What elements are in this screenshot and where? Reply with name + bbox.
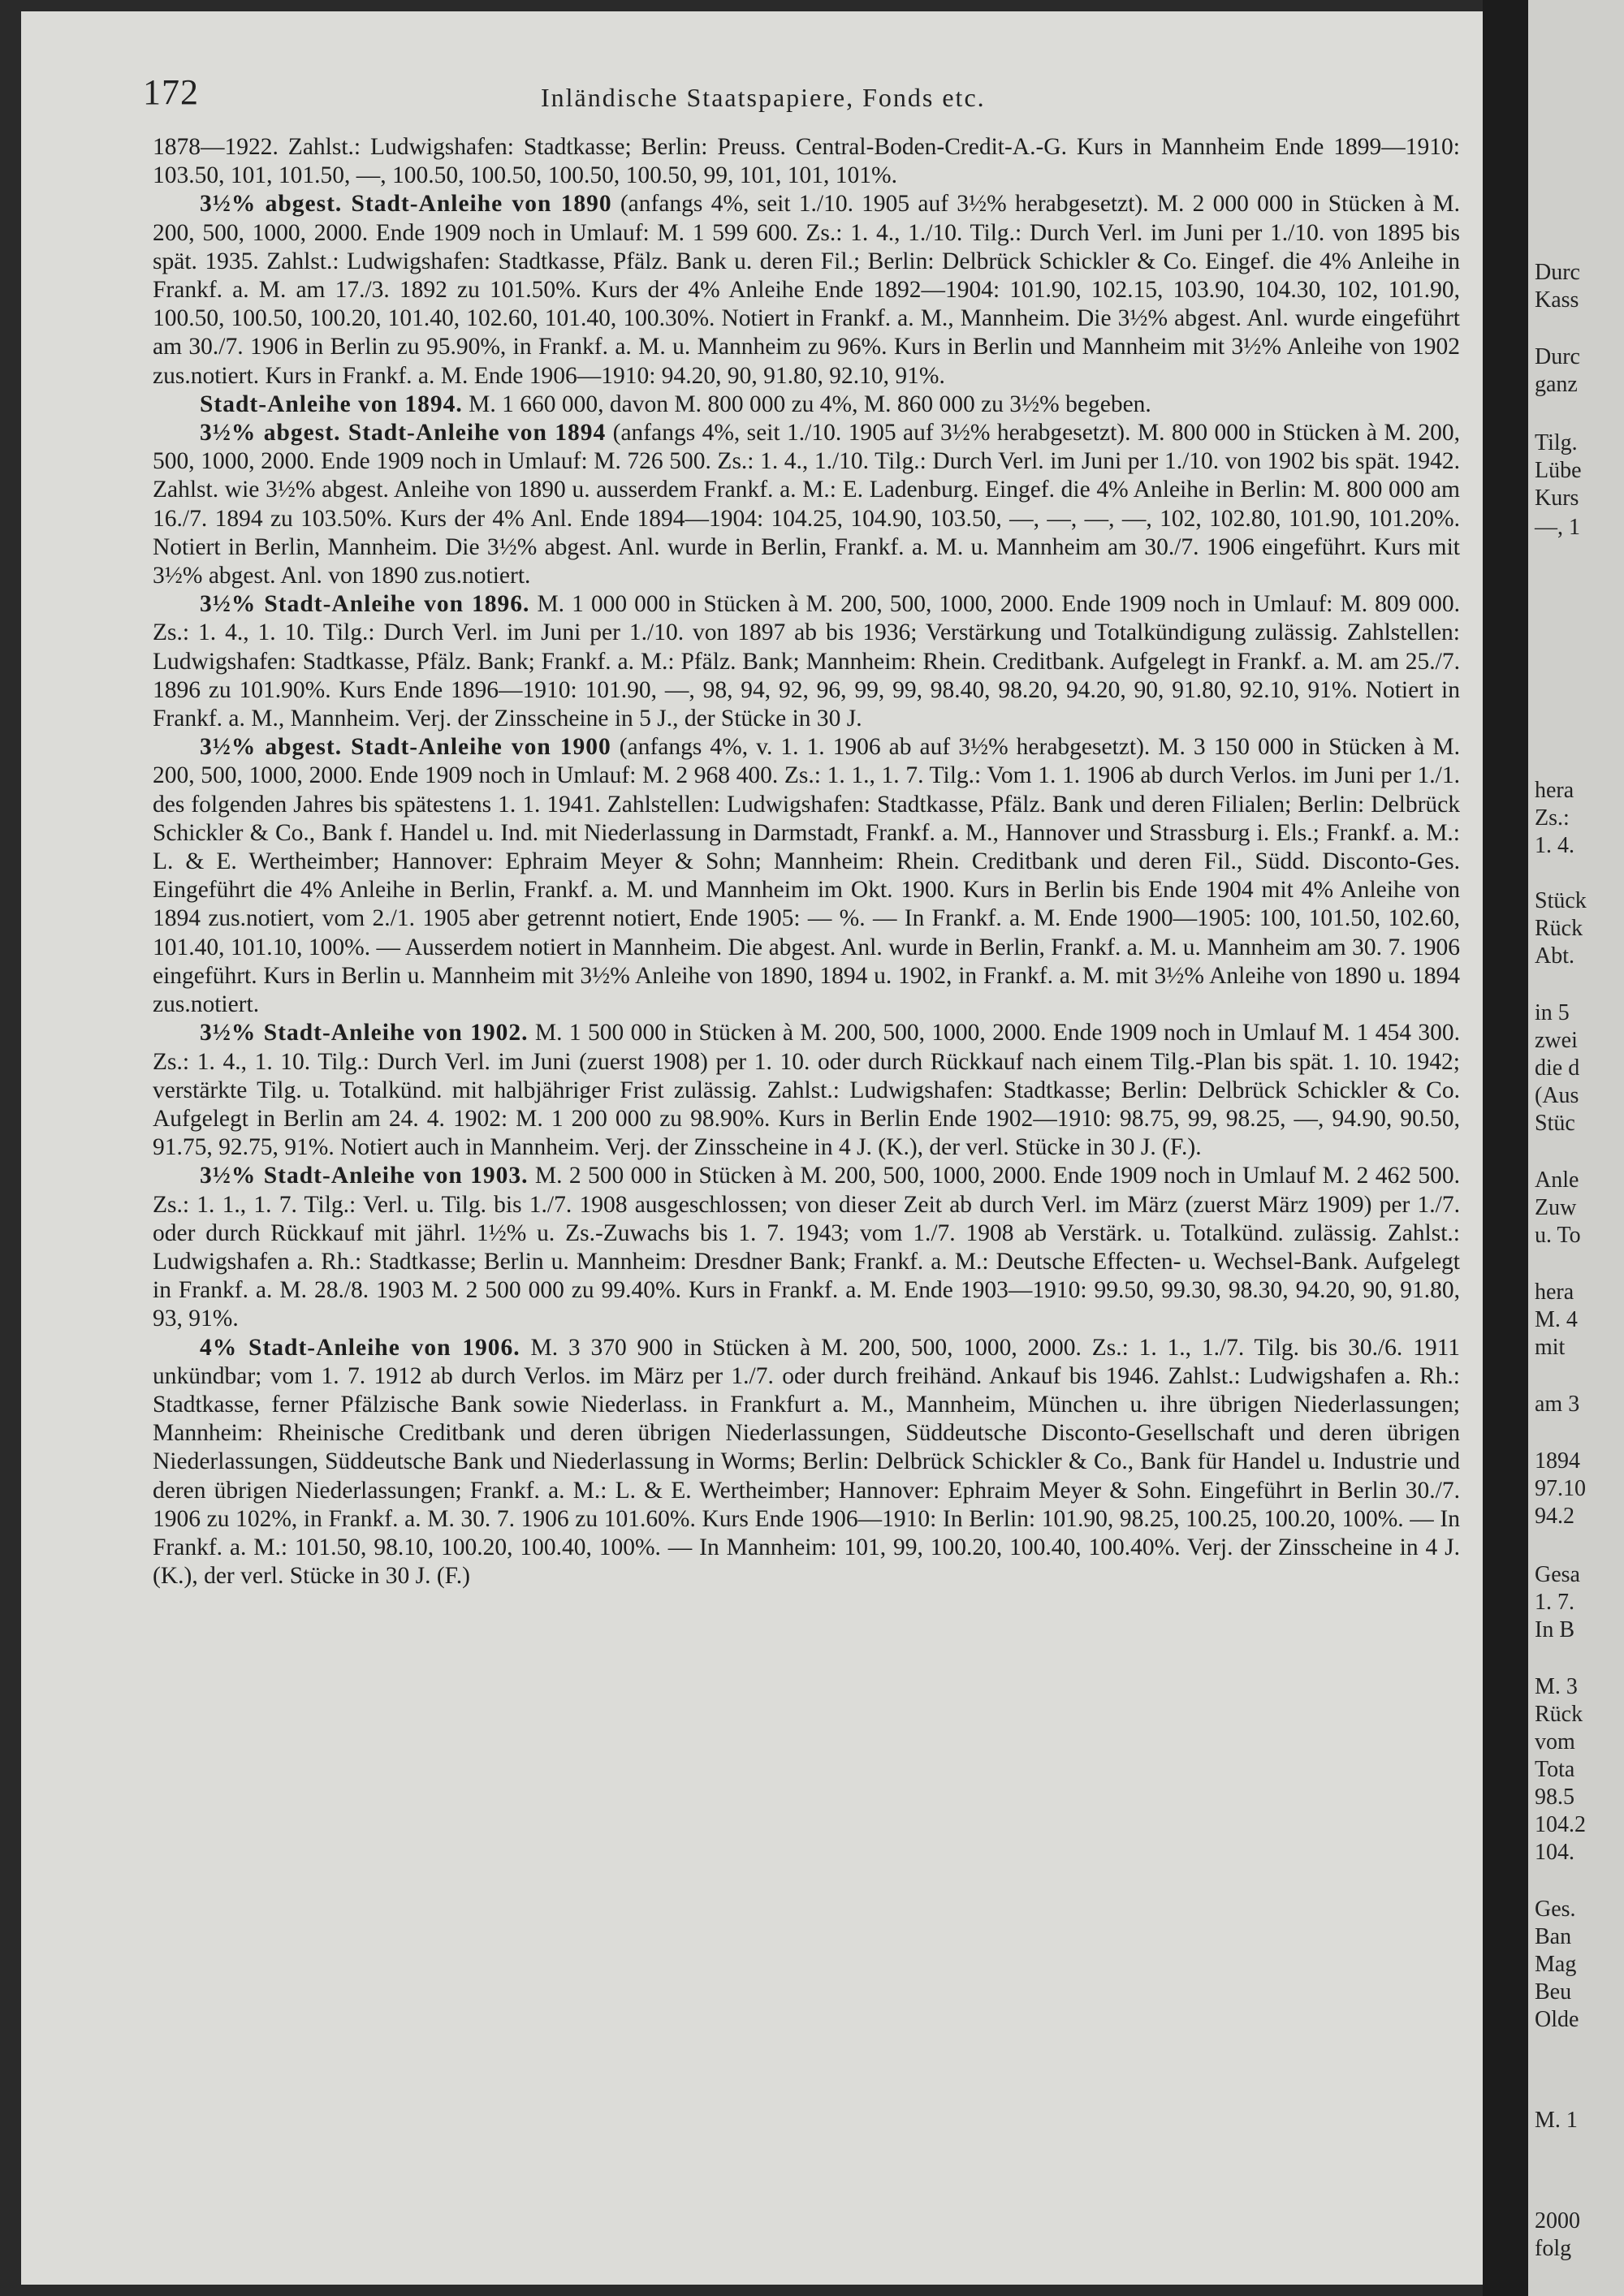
facing-fragment: Tota	[1535, 1757, 1575, 1782]
entry-text: M. 2 500 000 in Stücken à M. 200, 500, 1000, 2000. Ende 1909 noch in Umlauf M. 2 462 500. Zs.: 1. 1., 1. 7. Tilg.: Verl. u. Tilg. bis 1./7. 1908 ausgeschlossen; von dieser Zeit ab durch Verl. im März (zuerst März 1909) per 1./7. oder durch Rückkauf mit jährl. 1½% u. Zs.-Zuwachs bis 1. 7. 1943; vom 1./7. 1908 ab Verstärk. u. Totalkünd. zulässig. Zahlst.: Ludwigshafen a. Rh.: Stadtkasse; Berlin u. Mannheim: Dresdner Bank; Frankf. a. M.: Deutsche Effecten- u. Wechsel-Bank. Aufgelegt in Frankf. a. M. 28./8. 1903 M. 2 500 000 zu 99.40%. Kurs in Frankf. a. M. Ende 1903—1910: 99.50, 99.30, 98.30, 94.20, 90, 91.80, 93, 91%.	[153, 1163, 1460, 1332]
entry-heading: 3½% Stadt-Anleihe von 1903.	[200, 1163, 529, 1189]
entry-heading: 3½% abgest. Stadt-Anleihe von 1900	[200, 734, 611, 761]
facing-fragment: die d	[1535, 1055, 1580, 1081]
page-body	[153, 133, 1460, 1590]
facing-fragment: 104.2	[1535, 1812, 1586, 1837]
facing-fragment: ganz	[1535, 372, 1578, 397]
entry-continuation: 1878—1922. Zahlst.: Ludwigshafen: Stadtkasse; Berlin: Preuss. Central-Boden-Credit-A.-G. Kurs in Mannheim Ende 1899—1910: 103.50, 101, 101.50, —, 100.50, 100.50, 100.50, 100.50, 99, 101, 101, 101%.	[153, 134, 1460, 189]
running-title: Inländische Staatspapiere, Fonds etc.	[541, 83, 986, 112]
facing-fragment: Rück	[1535, 1702, 1583, 1727]
facing-fragment: am 3	[1535, 1392, 1580, 1417]
facing-fragment: folg	[1535, 2236, 1572, 2261]
facing-fragment: Durc	[1535, 344, 1580, 369]
facing-fragment: mit	[1535, 1335, 1566, 1360]
entry-text: M. 1 500 000 in Stücken à M. 200, 500, 1000, 2000. Ende 1909 noch in Umlauf M. 1 454 300. Zs.: 1. 4., 1. 10. Tilg.: Durch Verl. im Juni (zuerst 1908) per 1. 10. oder durch Rückkauf nach einem Tilg.-Plan bis spät. 1. 10. 1942; verstärkte Tilg. u. Totalkünd. mit halbjähriger Frist zulässig. Zahlst.: Ludwigshafen: Stadtkasse; Berlin: Delbrück Schickler & Co. Aufgelegt in Berlin am 24. 4. 1902: M. 1 200 000 zu 98.90%. Kurs in Berlin Ende 1902—1910: 98.75, 99, 98.25, —, 94.90, 90.50, 91.75, 92.75, 91%. Notiert auch in Mannheim. Verj. der Zinsscheine in 4 J. (K.), der verl. Stücke in 30 J. (F.).	[153, 1020, 1460, 1161]
page-number: 172	[143, 72, 199, 112]
facing-fragment: zwei	[1535, 1028, 1578, 1053]
entry-1894-abgest	[153, 419, 1460, 590]
facing-fragment: Olde	[1535, 2007, 1579, 2032]
facing-fragment: vom	[1535, 1729, 1575, 1754]
entry-1902	[153, 1019, 1460, 1162]
facing-fragment: M. 3	[1535, 1674, 1578, 1699]
entry-1900-abgest	[153, 733, 1460, 1019]
book-gutter	[1483, 0, 1528, 2296]
facing-fragment: 104.	[1535, 1840, 1574, 1865]
entry-1903	[153, 1162, 1460, 1333]
facing-fragment: hera	[1535, 1280, 1574, 1305]
book-page	[21, 11, 1483, 2285]
facing-fragment: in 5	[1535, 1000, 1570, 1025]
entry-1906	[153, 1334, 1460, 1591]
facing-fragment: Beu	[1535, 1979, 1572, 2005]
facing-fragment: Lübe	[1535, 458, 1582, 483]
facing-fragment: Gesa	[1535, 1562, 1580, 1587]
facing-fragment: 2000	[1535, 2208, 1580, 2233]
facing-fragment: 98.5	[1535, 1785, 1574, 1810]
entry-heading: 4% Stadt-Anleihe von 1906.	[200, 1334, 520, 1361]
entry-text: M. 1 000 000 in Stücken à M. 200, 500, 1000, 2000. Ende 1909 noch in Umlauf: M. 809 000. Zs.: 1. 4., 1. 10. Tilg.: Durch Verl. im Juni per 1./10. von 1897 ab bis 1936; Verstärkung und Totalkündigung zulässig. Zahlstellen: Ludwigshafen: Stadtkasse, Pfälz. Bank; Frankf. a. M.: Pfälz. Bank; Mannheim: Rhein. Creditbank. Aufgelegt in Frankf. a. M. am 25./7. 1896 zu 101.90%. Kurs Ende 1896—1910: 101.90, —, 98, 94, 92, 96, 99, 99, 98.40, 98.20, 94.20, 90, 91.80, 92.10, 91%. Notiert in Frankf. a. M., Mannheim. Verj. der Zinsscheine in 5 J., der Stücke in 30 J.	[153, 591, 1460, 732]
facing-fragment: 1. 4.	[1535, 833, 1574, 858]
entry-heading: 3½% Stadt-Anleihe von 1896.	[200, 591, 530, 618]
entry-text: M. 3 370 900 in Stücken à M. 200, 500, 1000, 2000. Zs.: 1. 1., 1./7. Tilg. bis 30./6. 1911 unkündbar; vom 1. 7. 1912 ab durch Verlos. im März per 1./7. oder durch freihänd. Ankauf bis 1946. Zahlst.: Ludwigshafen a. Rh.: Stadtkasse, ferner Pfälzische Bank sowie Niederlass. in Frankfurt a. M., Mannheim, München u. ihre übrigen Niederlassungen; Mannheim: Rheinische Creditbank und deren übrigen Niederlassungen, Süddeutsche Disconto-Gesellschaft und deren übrigen Niederlassungen, Süddeutsche Bank und Niederlassung in Worms; Berlin: Delbrück Schickler & Co., Bank für Handel u. Industrie und deren übrigen Niederlassungen; Frankf. a. M.: L. & E. Wertheimber; Hannover: Ephraim Meyer & Sohn. Eingeführt in Berlin 30./7. 1906 zu 102%, in Frankf. a. M. 30. 7. 1906 zu 101.60%. Kurs Ende 1906—1910: In Berlin: 101.90, 98.25, 100.25, 100.20, 100%. — In Frankf. a. M.: 101.50, 98.10, 100.20, 100.40, 100%. — In Mannheim: 101, 99, 100.20, 100.40, 100.40%. Verj. der Zinsscheine in 4 J. (K.), der verl. Stücke in 30 J. (F.)	[153, 1334, 1460, 1590]
entry-heading: 3½% abgest. Stadt-Anleihe von 1894	[200, 420, 607, 447]
facing-fragment: Anle	[1535, 1167, 1579, 1193]
entry-1896	[153, 590, 1460, 733]
facing-fragment: Durc	[1535, 260, 1580, 285]
entry-heading: 3½% abgest. Stadt-Anleihe von 1890	[200, 191, 612, 218]
entry-heading: Stadt-Anleihe von 1894.	[200, 391, 463, 417]
facing-fragment: —, 1	[1535, 515, 1580, 540]
facing-fragment: Rück	[1535, 916, 1583, 941]
facing-fragment: (Aus	[1535, 1083, 1579, 1108]
entry-text: M. 1 660 000, davon M. 800 000 zu 4%, M. 860 000 zu 3½% begeben.	[462, 391, 1151, 417]
entry-1894	[153, 391, 1460, 419]
facing-fragment: M. 1	[1535, 2108, 1578, 2133]
entry-1890-abgest	[153, 190, 1460, 390]
facing-fragment: 97.10	[1535, 1476, 1586, 1501]
facing-fragment: Kass	[1535, 287, 1579, 313]
facing-fragment: Tilg.	[1535, 430, 1578, 455]
facing-fragment: Mag	[1535, 1952, 1577, 1977]
entry-heading: 3½% Stadt-Anleihe von 1902.	[200, 1020, 529, 1047]
entry-text: (anfangs 4%, seit 1./10. 1905 auf 3½% herabgesetzt). M. 800 000 in Stücken à M. 200, 500, 1000, 2000. Ende 1909 noch in Umlauf: M. 726 500. Zs.: 1. 4., 1./10. Tilg.: Durch Verl. im Juni per 1./10. von 1902 bis spät. 1942. Zahlst. wie 3½% abgest. Anleihe von 1890 u. ausserdem Frankf. a. M.: E. Ladenburg. Eingef. die 4% Anleihe in Berlin: M. 800 000 am 16./7. 1894 zu 103.50%. Kurs der 4% Anl. Ende 1894—1904: 104.25, 104.90, 103.50, —, —, —, —, 102, 102.80, 101.90, 101.20%. Notiert in Berlin, Mannheim. Die 3½% abgest. Anl. wurde in Berlin, Frankf. a. M. u. Mannheim am 30./7. 1906 eingeführt. Kurs mit 3½% abgest. Anl. von 1890 zus.notiert.	[153, 420, 1460, 589]
entry-text: (anfangs 4%, v. 1. 1. 1906 ab auf 3½% herabgesetzt). M. 3 150 000 in Stücken à M. 200, 500, 1000, 2000. Ende 1909 noch in Umlauf: M. 2 968 400. Zs.: 1. 1., 1. 7. Tilg.: Vom 1. 1. 1906 ab durch Verlos. im Juni per 1./1. des folgenden Jahres bis spätestens 1. 1. 1941. Zahlstellen: Ludwigshafen: Stadtkasse, Pfälz. Bank und deren Filialen; Berlin: Delbrück Schickler & Co., Bank f. Handel u. Ind. mit Niederlassung in Darmstadt, Frankf. a. M., Hannover und Strassburg i. Els.; Frankf. a. M.: L. & E. Wertheimber; Hannover: Ephraim Meyer & Sohn; Mannheim: Rhein. Creditbank und deren Fil., Südd. Disconto-Ges. Eingeführt die 4% Anleihe in Berlin, Frankf. a. M. und Mannheim im Okt. 1900. Kurs in Berlin bis Ende 1904 mit 4% Anleihe von 1894 zus.notiert, vom 2./1. 1905 aber getrennt notiert, Ende 1905: — %. — In Frankf. a. M. Ende 1900—1905: 100, 101.50, 102.60, 101.40, 101.10, 100%. — Ausserdem notiert in Mannheim. Die abgest. Anl. wurde in Berlin, Frankf. a. M. u. Mannheim am 30. 7. 1906 eingeführt. Kurs in Berlin u. Mannheim mit 3½% Anleihe von 1890, 1894 u. 1902, in Frankf. a. M. mit 3½% Anleihe von 1890 u. 1894 zus.notiert.	[153, 734, 1460, 1018]
facing-fragment: Abt.	[1535, 943, 1574, 969]
facing-fragment: Zs.:	[1535, 805, 1570, 831]
facing-fragment: Ban	[1535, 1924, 1572, 1949]
facing-fragment: Ges.	[1535, 1897, 1576, 1922]
facing-fragment: Stüc	[1535, 1111, 1575, 1136]
facing-fragment: u. To	[1535, 1223, 1581, 1248]
facing-fragment: In B	[1535, 1617, 1574, 1642]
entry-text: (anfangs 4%, seit 1./10. 1905 auf 3½% herabgesetzt). M. 2 000 000 in Stücken à M. 200, 500, 1000, 2000. Ende 1909 noch in Umlauf: M. 1 599 600. Zs.: 1. 4., 1./10. Tilg.: Durch Verl. im Juni per 1./10. von 1895 bis spät. 1935. Zahlst.: Ludwigshafen: Stadtkasse, Pfälz. Bank u. deren Fil.; Berlin: Delbrück Schickler & Co. Eingef. die 4% Anleihe in Frankf. a. M. am 17./3. 1892 zu 101.50%. Kurs der 4% Anleihe Ende 1892—1904: 101.90, 102.15, 103.90, 104.30, 102, 101.90, 100.50, 100.50, 100.20, 101.40, 102.60, 101.40, 100.30%. Notiert in Frankf. a. M., Mannheim. Die 3½% abgest. Anl. wurde eingeführt am 30./7. 1906 in Berlin zu 95.90%, in Frankf. a. M. u. Mannheim zu 96%. Kurs in Berlin und Mannheim mit 3½% Anleihe von 1902 zus.notiert. Kurs in Frankf. a. M. Ende 1906—1910: 94.20, 90, 91.80, 92.10, 91%.	[153, 191, 1460, 389]
facing-fragment: M. 4	[1535, 1307, 1578, 1332]
facing-fragment: 1. 7.	[1535, 1590, 1574, 1615]
facing-page-edge	[1528, 0, 1624, 2296]
facing-fragment: Stück	[1535, 888, 1587, 913]
facing-fragment: 1894	[1535, 1448, 1580, 1474]
facing-fragment: Zuw	[1535, 1195, 1577, 1220]
facing-fragment: Kurs	[1535, 486, 1579, 511]
facing-fragment: 94.2	[1535, 1504, 1574, 1529]
facing-fragment: hera	[1535, 778, 1574, 803]
